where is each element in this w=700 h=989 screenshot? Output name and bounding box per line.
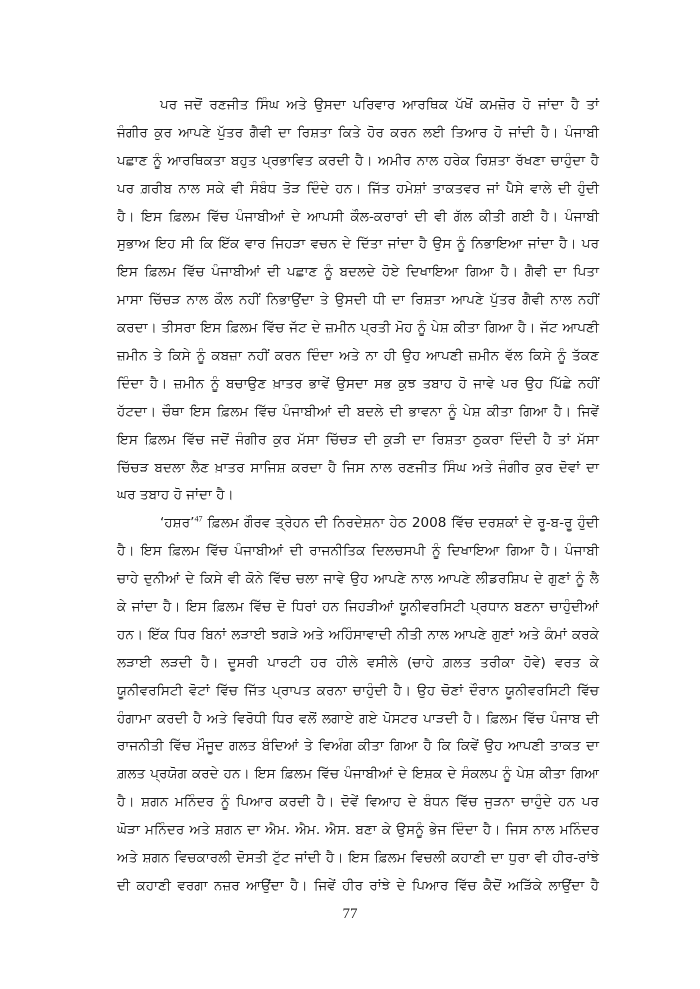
- text-line: ਦੀ ਕਹਾਣੀ ਵਰਗਾ ਨਜ਼ਰ ਆਉਂਦਾ ਹੈ। ਜਿਵੇਂ ਹੀਰ ਰਾਂਝੇ ਦੇ ਪਿਆਰ ਵਿੱਚ ਕੈਦੋਂ ਅੜਿੱਕੇ ਲਾਉਂਦਾ ਹੈ: [117, 877, 599, 894]
- text-line: ਅਤੇ ਸ਼ਗਨ ਵਿਚਕਾਰਲੀ ਦੋਸਤੀ ਟੁੱਟ ਜਾਂਦੀ ਹੈ। ਇਸ ਫ਼ਿਲਮ ਵਿਚਲੀ ਕਹਾਣੀ ਦਾ ਧੁਰਾ ਵੀ ਹੀਰ-ਰਾਂਝੇ: [117, 850, 599, 867]
- text-line-rest: ਫ਼ਿਲਮ ਗੌਰਵ ਤ੍ਰੇਹਨ ਦੀ ਨਿਰਦੇਸ਼ਨਾ ਹੇਠ 2008 ਵਿੱਚ ਦਰਸ਼ਕਾਂ ਦੇ ਰੂ-ਬ-ਰੂ ਹੁੰਦੀ: [202, 515, 599, 532]
- text-line: ਕੇ ਜਾਂਦਾ ਹੈ। ਇਸ ਫ਼ਿਲਮ ਵਿੱਚ ਦੋ ਧਿਰਾਂ ਹਨ ਜਿਹੜੀਆਂ ਯੂਨੀਵਰਸਿਟੀ ਪ੍ਰਧਾਨ ਬਣਨਾ ਚਾਹੁੰਦੀਆਂ: [117, 599, 599, 616]
- text-line: ਪਰ ਗ਼ਰੀਬ ਨਾਲ ਸਕੇ ਵੀ ਸੰਬੰਧ ਤੋੜ ਦਿੰਦੇ ਹਨ। ਜਿੱਤ ਹਮੇਸ਼ਾਂ ਤਾਕਤਵਰ ਜਾਂ ਪੈਸੇ ਵਾਲੇ ਦੀ ਹੁੰਦੀ: [117, 180, 599, 197]
- text-line: ਸੁਭਾਅ ਇਹ ਸੀ ਕਿ ਇੱਕ ਵਾਰ ਜਿਹੜਾ ਵਚਨ ਦੇ ਦਿੱਤਾ ਜਾਂਦਾ ਹੈ ਉਸ ਨੂੰ ਨਿਭਾਇਆ ਜਾਂਦਾ ਹੈ। ਪਰ: [117, 236, 599, 253]
- page-number: 77: [342, 906, 358, 922]
- text-line: ਲੜਾਈ ਲੜਦੀ ਹੈ। ਦੂਸਰੀ ਪਾਰਟੀ ਹਰ ਹੀਲੇ ਵਸੀਲੇ (ਚਾਹੇ ਗ਼ਲਤ ਤਰੀਕਾ ਹੋਵੇ) ਵਰਤ ਕੇ: [117, 654, 599, 671]
- text-line: ਚਿੱਚੜ ਬਦਲਾ ਲੈਣ ਖ਼ਾਤਰ ਸਾਜਿਸ਼ ਕਰਦਾ ਹੈ ਜਿਸ ਨਾਲ ਰਣਜੀਤ ਸਿੰਘ ਅਤੇ ਜੰਗੀਰ ਕੁਰ ਦੋਵਾਂ ਦਾ: [117, 459, 599, 476]
- text-line: ਪਛਾਣ ਨੂੰ ਆਰਥਿਕਤਾ ਬਹੁਤ ਪ੍ਰਭਾਵਿਤ ਕਰਦੀ ਹੈ। ਅਮੀਰ ਨਾਲ ਹਰੇਕ ਰਿਸ਼ਤਾ ਰੱਖਣਾ ਚਾਹੁੰਦਾ ਹੈ: [117, 152, 599, 169]
- paragraph-1: [117, 92, 599, 510]
- text-line-first: [117, 510, 599, 538]
- text-line: ਹਨ। ਇੱਕ ਧਿਰ ਬਿਨਾਂ ਲੜਾਈ ਝਗੜੇ ਅਤੇ ਅਹਿੰਸਾਵਾਦੀ ਨੀਤੀ ਨਾਲ ਆਪਣੇ ਗੁਣਾਂ ਅਤੇ ਕੰਮਾਂ ਕਰਕੇ: [117, 626, 599, 643]
- text-line: ਘਰ ਤਬਾਹ ਹੋ ਜਾਂਦਾ ਹੈ।: [117, 487, 234, 504]
- text-line: ਇਸ ਫ਼ਿਲਮ ਵਿੱਚ ਪੰਜਾਬੀਆਂ ਦੀ ਪਛਾਣ ਨੂੰ ਬਦਲਦੇ ਹੋਏ ਦਿਖਾਇਆ ਗਿਆ ਹੈ। ਗੈਵੀ ਦਾ ਪਿਤਾ: [117, 264, 599, 281]
- text-line: ਹੈ। ਸ਼ਗਨ ਮਨਿੰਦਰ ਨੂੰ ਪਿਆਰ ਕਰਦੀ ਹੈ। ਦੋਵੇਂ ਵਿਆਹ ਦੇ ਬੰਧਨ ਵਿੱਚ ਜੁੜਨਾ ਚਾਹੁੰਦੇ ਹਨ ਪਰ: [117, 794, 599, 811]
- text-line: ਰਾਜਨੀਤੀ ਵਿੱਚ ਮੌਜੂਦ ਗਲਤ ਬੰਦਿਆਂ ਤੇ ਵਿਅੰਗ ਕੀਤਾ ਗਿਆ ਹੈ ਕਿ ਕਿਵੇਂ ਉਹ ਆਪਣੀ ਤਾਕਤ ਦਾ: [117, 738, 599, 755]
- text-line: ਯੂਨੀਵਰਸਿਟੀ ਵੋਟਾਂ ਵਿੱਚ ਜਿੱਤ ਪ੍ਰਾਪਤ ਕਰਨਾ ਚਾਹੁੰਦੀ ਹੈ। ਉਹ ਚੋਣਾਂ ਦੌਰਾਨ ਯੂਨੀਵਰਸਿਟੀ ਵਿੱਚ: [117, 682, 599, 699]
- footnote-reference[interactable]: 47: [194, 514, 203, 524]
- text-line: ਘੋੜਾ ਮਨਿੰਦਰ ਅਤੇ ਸ਼ਗਨ ਦਾ ਐਮ. ਐਮ. ਐਸ. ਬਣਾ ਕੇ ਉਸਨੂੰ ਭੇਜ ਦਿੰਦਾ ਹੈ। ਜਿਸ ਨਾਲ ਮਨਿੰਦਰ: [117, 822, 599, 839]
- paragraph-2: [117, 510, 599, 900]
- text-line: ਕਰਦਾ। ਤੀਸਰਾ ਇਸ ਫ਼ਿਲਮ ਵਿੱਚ ਜੱਟ ਦੇ ਜ਼ਮੀਨ ਪ੍ਰਤੀ ਮੋਹ ਨੂੰ ਪੇਸ਼ ਕੀਤਾ ਗਿਆ ਹੈ। ਜੱਟ ਆਪਣੀ: [117, 320, 599, 337]
- text-line: ਹੈ। ਇਸ ਫ਼ਿਲਮ ਵਿੱਚ ਪੰਜਾਬੀਆਂ ਦੇ ਆਪਸੀ ਕੌਲ-ਕਰਾਰਾਂ ਦੀ ਵੀ ਗੱਲ ਕੀਤੀ ਗਈ ਹੈ। ਪੰਜਾਬੀ: [117, 208, 599, 225]
- text-line: ਇਸ ਫ਼ਿਲਮ ਵਿੱਚ ਜਦੋਂ ਜੰਗੀਰ ਕੁਰ ਮੱਸਾ ਚਿੱਚੜ ਦੀ ਕੁੜੀ ਦਾ ਰਿਸ਼ਤਾ ਠੁਕਰਾ ਦਿੰਦੀ ਹੈ ਤਾਂ ਮੱਸਾ: [117, 431, 599, 448]
- text-line: ਹੱਟਦਾ। ਚੌਥਾ ਇਸ ਫ਼ਿਲਮ ਵਿੱਚ ਪੰਜਾਬੀਆਂ ਦੀ ਬਦਲੇ ਦੀ ਭਾਵਨਾ ਨੂੰ ਪੇਸ਼ ਕੀਤਾ ਗਿਆ ਹੈ। ਜਿਵੇਂ: [117, 403, 599, 420]
- text-line: ਪਰ ਜਦੋਂ ਰਣਜੀਤ ਸਿੰਘ ਅਤੇ ਉਸਦਾ ਪਰਿਵਾਰ ਆਰਥਿਕ ਪੱਖੋਂ ਕਮਜ਼ੋਰ ਹੋ ਜਾਂਦਾ ਹੈ ਤਾਂ: [160, 97, 599, 113]
- text-line: ਹੈ। ਇਸ ਫ਼ਿਲਮ ਵਿੱਚ ਪੰਜਾਬੀਆਂ ਦੀ ਰਾਜਨੀਤਿਕ ਦਿਲਚਸਪੀ ਨੂੰ ਦਿਖਾਇਆ ਗਿਆ ਹੈ। ਪੰਜਾਬੀ: [117, 543, 599, 560]
- body-text: [117, 92, 599, 901]
- text-line: ਜ਼ਮੀਨ ਤੇ ਕਿਸੇ ਨੂੰ ਕਬਜ਼ਾ ਨਹੀਂ ਕਰਨ ਦਿੰਦਾ ਅਤੇ ਨਾ ਹੀ ਉਹ ਆਪਣੀ ਜ਼ਮੀਨ ਵੱਲ ਕਿਸੇ ਨੂੰ ਤੱਕਣ: [117, 348, 599, 365]
- text-line: ਦਿੰਦਾ ਹੈ। ਜ਼ਮੀਨ ਨੂੰ ਬਚਾਉਣ ਖ਼ਾਤਰ ਭਾਵੇਂ ਉਸਦਾ ਸਭ ਕੁਝ ਤਬਾਹ ਹੋ ਜਾਵੇ ਪਰ ਉਹ ਪਿੱਛੇ ਨਹੀਂ: [117, 375, 599, 392]
- text-line: ਗ਼ਲਤ ਪ੍ਰਯੋਗ ਕਰਦੇ ਹਨ। ਇਸ ਫ਼ਿਲਮ ਵਿੱਚ ਪੰਜਾਬੀਆਂ ਦੇ ਇਸ਼ਕ ਦੇ ਸੰਕਲਪ ਨੂੰ ਪੇਸ਼ ਕੀਤਾ ਗਿਆ: [117, 766, 599, 783]
- text-line: ਚਾਹੇ ਦੁਨੀਆਂ ਦੇ ਕਿਸੇ ਵੀ ਕੋਨੇ ਵਿੱਚ ਚਲਾ ਜਾਵੇ ਉਹ ਆਪਣੇ ਨਾਲ ਆਪਣੇ ਲੀਡਰਸ਼ਿਪ ਦੇ ਗੁਣਾਂ ਨੂੰ ਲੈ: [117, 571, 599, 588]
- text-line: ਹੰਗਾਮਾ ਕਰਦੀ ਹੈ ਅਤੇ ਵਿਰੋਧੀ ਧਿਰ ਵਲੋਂ ਲਗਾਏ ਗਏ ਪੋਸਟਰ ਪਾੜਦੀ ਹੈ। ਫ਼ਿਲਮ ਵਿੱਚ ਪੰਜਾਬ ਦੀ: [117, 710, 599, 727]
- text-line: ਜੰਗੀਰ ਕੁਰ ਆਪਣੇ ਪੁੱਤਰ ਗੈਵੀ ਦਾ ਰਿਸ਼ਤਾ ਕਿਤੇ ਹੋਰ ਕਰਨ ਲਈ ਤਿਆਰ ਹੋ ਜਾਂਦੀ ਹੈ। ਪੰਜਾਬੀ: [117, 124, 599, 141]
- text-line: ਮਾਸਾ ਚਿੱਚੜ ਨਾਲ ਕੌਲ ਨਹੀਂ ਨਿਭਾਉਂਦਾ ਤੇ ਉਸਦੀ ਧੀ ਦਾ ਰਿਸ਼ਤਾ ਆਪਣੇ ਪੁੱਤਰ ਗੈਵੀ ਨਾਲ ਨਹੀਂ: [117, 292, 599, 309]
- film-title-quote: ‘ਹਸ਼ਰ’: [160, 515, 195, 532]
